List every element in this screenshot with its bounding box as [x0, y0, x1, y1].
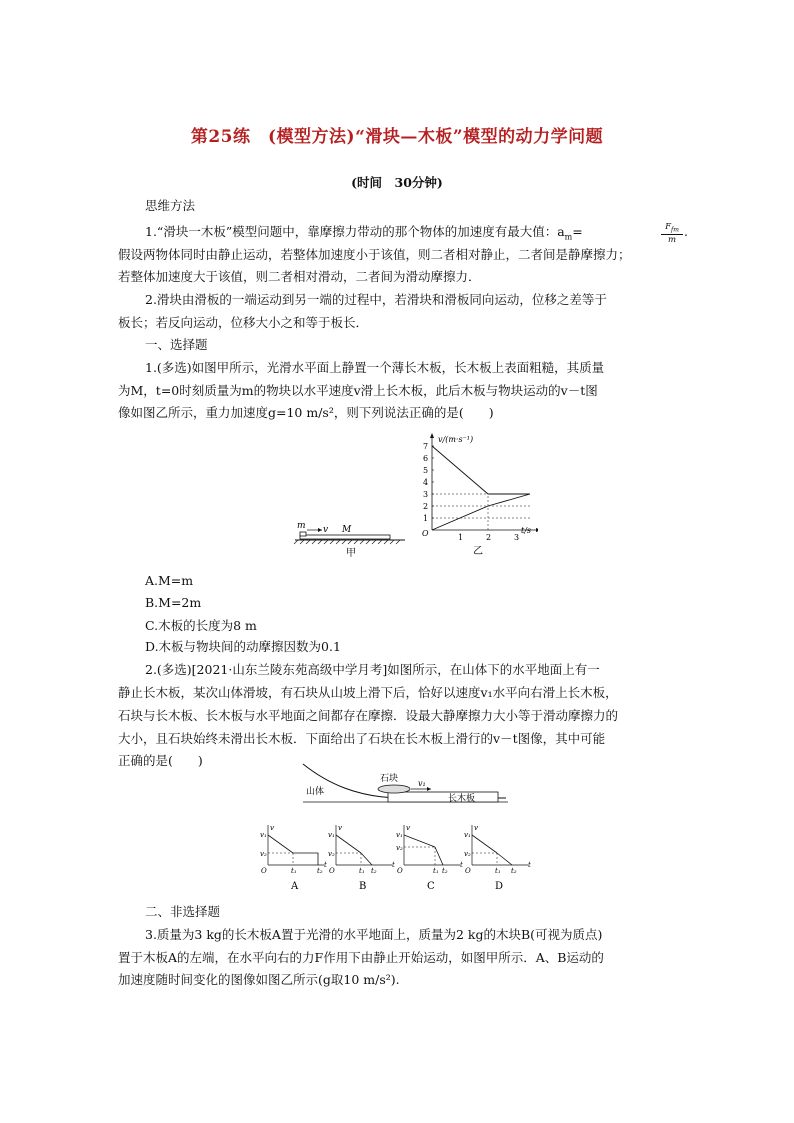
max-accel-fraction: $F_{fm}$ m — [661, 222, 683, 245]
chart-ytick-label: 2 — [423, 502, 429, 511]
graph-t1-label: t₁ — [291, 867, 297, 875]
chart-ytick-label: 4 — [423, 478, 429, 487]
graph-v1-label: v₁ — [396, 831, 403, 839]
method-1-line-1: 1.“滑块一木板”模型问题中，靠摩擦力带动的那个物体的加速度有最大值：$a_m=$ — [145, 224, 583, 242]
chart-series-line-1 — [432, 446, 530, 494]
q1-option-a[interactable]: A.M=m — [145, 573, 194, 588]
graph-option-label: D — [495, 881, 504, 892]
q3-line-1: 3.质量为3 kg的长木板A置于光滑的水平地面上，质量为2 kg的木块B(可视为质点) — [145, 927, 603, 942]
q1-figure-jia — [290, 515, 410, 565]
graph-line — [472, 835, 497, 853]
graph-v1-label: v₁ — [464, 831, 471, 839]
vt-graph-a — [260, 825, 327, 892]
chart-ytick-label: 3 — [423, 490, 429, 499]
graph-line — [336, 835, 361, 853]
svg-text:石块: 石块 — [380, 774, 399, 784]
q1-option-d[interactable]: D.木板与物块间的动摩擦因数为0.1 — [145, 639, 341, 654]
q2-line-5: 正确的是( ) — [118, 753, 203, 768]
q2-line-3: 石块与长木板、长木板与水平地面之间都存在摩擦．设最大静摩擦力大小等于滑动摩擦力的 — [118, 708, 619, 723]
chart-ytick-label: 7 — [423, 442, 429, 451]
chart-ytick-label: 6 — [423, 454, 429, 463]
chart-x-arrow — [536, 528, 538, 532]
q1-vt-chart — [418, 432, 538, 562]
chart-ylabel: v/(m·s⁻¹) — [438, 435, 474, 444]
long-board — [300, 535, 390, 539]
q3-line-2: 置于木板A的左端，在水平向右的力F作用下由静止开始运动，如图甲所示．A、B运动的 — [118, 950, 604, 965]
chart-caption: 乙 — [473, 546, 483, 557]
svg-text:M: M — [342, 525, 352, 535]
q3-line-3: 加速度随时间变化的图像如图乙所示(g取10 m/s²). — [118, 972, 400, 987]
graph-t2-label: t₂ — [442, 867, 448, 875]
section-choice-heading: 一、选择题 — [145, 337, 208, 352]
graph-t1-label: t₁ — [359, 867, 365, 875]
page-title: 第25练 (模型方法)“滑块—木板”模型的动力学问题 — [190, 127, 604, 147]
q1-option-b[interactable]: B.M=2m — [145, 595, 202, 610]
graph-v2-label: v₂ — [260, 850, 267, 858]
q1-line-1: 1.(多选)如图甲所示，光滑水平面上静置一个薄长木板，长木板上表面粗糙，其质量 — [145, 360, 605, 375]
chart-origin: O — [422, 529, 429, 538]
graph-t1-label: t₁ — [495, 867, 501, 875]
graph-v2-label: v₂ — [328, 850, 335, 858]
chart-xtick-label: 2 — [486, 533, 492, 542]
stone — [378, 785, 410, 793]
graph-v-label: v — [474, 825, 478, 832]
method-1-line-2: 假设两物体同时由静止运动，若整体加速度小于该值，则二者相对静止，二者间是静摩擦力； — [118, 247, 631, 262]
vt-graph-b — [328, 825, 395, 892]
svg-text:v₁: v₁ — [418, 779, 426, 788]
vt-graph-c — [396, 825, 463, 892]
q2-line-1: 2.(多选)[2021·山东兰陵东苑高级中学月考]如图所示，在山体下的水平地面上有一 — [145, 662, 600, 677]
method-1-line-3: 若整体加速度大于该值，则二者相对滑动，二者间为滑动摩擦力． — [118, 269, 481, 284]
svg-text:v: v — [323, 525, 329, 535]
time-limit: (时间 30分钟) — [351, 175, 443, 190]
chart-ytick-label: 1 — [423, 514, 429, 523]
graph-t-label: t — [460, 861, 463, 869]
graph-v1-label: v₁ — [260, 831, 267, 839]
graph-t2-label: t₂ — [371, 867, 377, 875]
graph-t-label: t — [392, 861, 395, 869]
graph-line — [497, 853, 512, 865]
svg-text:山体: 山体 — [306, 787, 325, 797]
graph-origin: O — [465, 867, 471, 875]
graph-v-label: v — [338, 825, 342, 832]
graph-line — [404, 835, 435, 847]
q2-vt-graphs — [258, 825, 538, 897]
long-board — [388, 792, 498, 802]
method-2-line-2: 板长；若反向运动，位移大小之和等于板长． — [118, 315, 369, 330]
graph-origin: O — [397, 867, 403, 875]
svg-text:甲: 甲 — [346, 548, 356, 559]
graph-t2-label: t₂ — [511, 867, 517, 875]
graph-line — [435, 847, 443, 865]
q1-line-2: 为M，t=0时刻质量为m的物块以水平速度v滑上长木板，此后木板与物块运动的v－t图 — [118, 383, 598, 398]
section-nonchoice-heading: 二、非选择题 — [145, 904, 221, 919]
chart-y-arrow — [430, 433, 434, 438]
graph-option-label: A — [291, 881, 299, 892]
graph-origin: O — [329, 867, 335, 875]
method-2-line-1: 2.滑块由滑板的一端运动到另一端的过程中，若滑块和滑板同向运动，位移之差等于 — [145, 292, 607, 307]
graph-line — [361, 853, 372, 865]
graph-option-label: B — [359, 881, 367, 892]
graph-t2-label: t₂ — [317, 867, 323, 875]
graph-t1-label: t₁ — [433, 867, 439, 875]
q2-line-2: 静止长木板，某次山体滑坡，有石块从山坡上滑下后，恰好以速度v₁水平向右滑上长木板， — [118, 685, 618, 700]
method-heading: 思维方法 — [145, 198, 196, 213]
q1-option-c[interactable]: C.木板的长度为8 m — [145, 618, 257, 633]
graph-origin: O — [261, 867, 267, 875]
q1-line-3: 像如图乙所示，重力加速度g=10 m/s²，则下列说法正确的是( ) — [118, 405, 494, 420]
graph-v-label: v — [270, 825, 274, 832]
vt-graph-d — [464, 825, 531, 892]
chart-xlabel: t/s — [521, 526, 532, 535]
q2-line-4: 大小，且石块始终未滑出长木板．下面给出了石块在长木板上滑行的v－t图像，其中可能 — [118, 731, 606, 746]
graph-t-label: t — [324, 861, 327, 869]
graph-line — [293, 853, 318, 865]
graph-v-label: v — [406, 825, 410, 832]
svg-text:m: m — [297, 521, 306, 531]
chart-ytick-label: 5 — [423, 466, 429, 475]
graph-v1-label: v₁ — [328, 831, 335, 839]
svg-text:长木板: 长木板 — [448, 794, 476, 804]
graph-t-label: t — [528, 861, 531, 869]
graph-v2-label: v₂ — [396, 844, 403, 852]
q2-landslide-figure — [298, 762, 518, 808]
block-m — [300, 532, 306, 536]
graph-option-label: C — [427, 881, 435, 892]
graph-line — [268, 835, 293, 853]
graph-v2-label: v₂ — [464, 850, 471, 858]
chart-xtick-label: 3 — [514, 533, 520, 542]
chart-xtick-label: 1 — [458, 533, 464, 542]
chart-series-line-2 — [432, 494, 530, 530]
